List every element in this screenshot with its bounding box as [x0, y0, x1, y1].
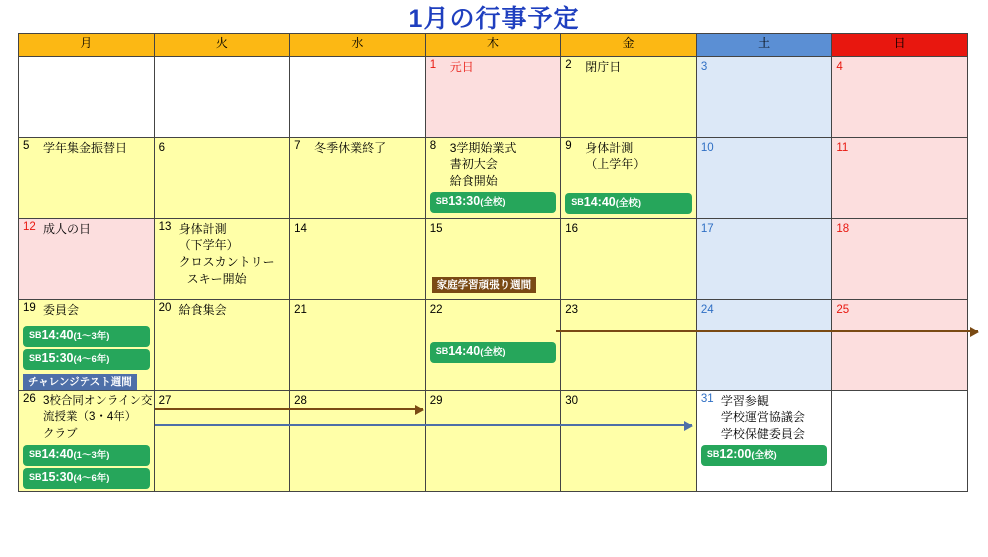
- event-text: 冬季休業終了: [314, 141, 387, 155]
- day-cell-4: [832, 57, 968, 138]
- badge-suffix: (4～6年): [73, 354, 110, 365]
- badge-prefix: SB: [29, 449, 42, 459]
- badge-suffix: (4～6年): [73, 473, 110, 484]
- day-cell-empty: [290, 57, 426, 138]
- event-text: 閉庁日: [585, 60, 622, 74]
- badge-time: 14:40: [41, 328, 74, 342]
- day-number: 10: [700, 142, 714, 154]
- day-number: 27: [158, 395, 172, 407]
- schedule-badge: [565, 193, 692, 214]
- event-text: 身体計測: [585, 141, 634, 155]
- day-cell-17: [696, 219, 832, 300]
- badge-prefix: SB: [435, 196, 449, 206]
- day-number: 8: [429, 140, 437, 152]
- badge-time: 12:00: [719, 447, 752, 461]
- day-number: 29: [429, 395, 443, 407]
- day-cell-26: [19, 391, 155, 492]
- badge-time: 13:30: [448, 194, 481, 208]
- day-cell-empty: [154, 57, 290, 138]
- day-cell-8: [425, 138, 561, 219]
- day-number: 1: [429, 59, 437, 71]
- event-text: 成人の日: [43, 222, 92, 236]
- day-number: 18: [836, 223, 850, 235]
- day-cell-18: [832, 219, 968, 300]
- calendar-week-row: [19, 300, 968, 391]
- calendar-week-row: [19, 57, 968, 138]
- event-text: 給食開始: [449, 174, 498, 188]
- day-cell-empty: [832, 391, 968, 492]
- badge-suffix: (全校): [480, 197, 506, 208]
- day-number: 25: [836, 304, 850, 316]
- badge-time: 14:40: [41, 447, 74, 461]
- badge-suffix: (1～3年): [73, 331, 110, 342]
- day-number: 31: [700, 393, 714, 405]
- day-number: 28: [294, 395, 307, 407]
- home-study-week-bar: 家庭学習頑張り週間: [432, 277, 537, 293]
- event-text: 委員会: [43, 303, 80, 317]
- schedule-badge: [23, 445, 150, 466]
- badge-suffix: (全校): [615, 198, 642, 209]
- badge-suffix: (全校): [751, 450, 777, 461]
- day-number: 30: [565, 395, 579, 407]
- day-number: 11: [836, 142, 849, 154]
- day-cell-23: [561, 300, 697, 391]
- schedule-badge: [701, 445, 828, 466]
- day-number: 19: [23, 302, 36, 314]
- event-text: 学習参観: [720, 394, 769, 408]
- badge-prefix: SB: [29, 353, 42, 363]
- day-number: 13: [158, 221, 172, 233]
- day-cell-12: [19, 219, 155, 300]
- challenge-test-week-bar: チャレンジテスト週間: [23, 374, 137, 390]
- day-cell-13: [154, 219, 290, 300]
- badge-suffix: (1～3年): [73, 450, 110, 461]
- header-tuesday: 火: [154, 34, 290, 57]
- day-cell-22: [425, 300, 561, 391]
- day-cell-6: [154, 138, 290, 219]
- day-cell-10: [696, 138, 832, 219]
- event-text: 書初大会: [449, 157, 498, 171]
- day-number: 15: [429, 223, 443, 235]
- day-cell-31: [696, 391, 832, 492]
- calendar-header-row: [19, 34, 968, 57]
- event-text: （下学年）: [178, 238, 239, 252]
- schedule-badge: [23, 326, 150, 347]
- day-cell-25: [832, 300, 968, 391]
- event-text: 3学期始業式: [449, 141, 517, 155]
- day-number: 26: [23, 393, 36, 405]
- header-sunday: 日: [832, 34, 968, 57]
- day-number: 2: [565, 59, 572, 71]
- day-cell-21: [290, 300, 426, 391]
- day-cell-24: [696, 300, 832, 391]
- day-cell-30: [561, 391, 697, 492]
- day-number: 24: [700, 304, 714, 316]
- arrow-head-icon: [415, 405, 424, 415]
- event-text: 給食集会: [178, 303, 227, 317]
- badge-prefix: SB: [29, 330, 42, 340]
- event-text: 3校合同オンライン交: [43, 395, 153, 407]
- day-cell-19: [19, 300, 155, 391]
- day-number: 4: [836, 61, 843, 73]
- day-number: 3: [700, 61, 708, 73]
- badge-prefix: SB: [29, 472, 42, 482]
- day-cell-3: [696, 57, 832, 138]
- event-text: （上学年）: [585, 157, 646, 171]
- challenge-test-week-arrow-brown: [155, 408, 423, 410]
- day-number: 17: [700, 223, 714, 235]
- page-title: 1月の行事予定: [408, 5, 580, 33]
- day-number: 20: [158, 302, 172, 314]
- day-cell-15: [425, 219, 561, 300]
- badge-time: 14:40: [448, 344, 481, 358]
- calendar-week-row: [19, 138, 968, 219]
- header-saturday: 土: [696, 34, 832, 57]
- day-cell-7: [290, 138, 426, 219]
- day-cell-20: [154, 300, 290, 391]
- badge-time: 15:30: [41, 470, 74, 484]
- badge-time: 15:30: [41, 351, 74, 365]
- schedule-badge: [23, 468, 150, 489]
- day-number: 21: [294, 304, 307, 316]
- day-cell-9: [561, 138, 697, 219]
- event-text: 学校保健委員会: [720, 427, 805, 441]
- header-monday: 月: [19, 34, 155, 57]
- event-text: 学年集金振替日: [43, 141, 128, 155]
- home-study-week-arrow: [556, 330, 978, 332]
- day-cell-14: [290, 219, 426, 300]
- day-cell-1: [425, 57, 561, 138]
- day-cell-empty: [19, 57, 155, 138]
- day-number: 6: [158, 142, 165, 154]
- schedule-badge: [430, 342, 557, 363]
- day-cell-27: [154, 391, 290, 492]
- event-text: 元日: [449, 60, 474, 74]
- day-number: 9: [565, 140, 572, 152]
- arrow-head-icon: [970, 327, 979, 337]
- day-cell-2: [561, 57, 697, 138]
- day-number: 14: [294, 223, 307, 235]
- day-cell-11: [832, 138, 968, 219]
- schedule-badge: [430, 192, 557, 213]
- day-cell-28: [290, 391, 426, 492]
- calendar-week-row: [19, 219, 968, 300]
- day-cell-29: [425, 391, 561, 492]
- header-thursday: 木: [425, 34, 561, 57]
- event-text: クラブ: [43, 428, 78, 440]
- header-wednesday: 水: [290, 34, 426, 57]
- calendar-week-row: [19, 391, 968, 492]
- day-number: 7: [294, 140, 301, 152]
- event-text: 学校運営協議会: [720, 410, 805, 424]
- badge-prefix: SB: [706, 449, 720, 459]
- day-number: 16: [565, 223, 579, 235]
- day-number: 12: [23, 221, 36, 233]
- challenge-test-week-arrow-blue: [155, 424, 692, 426]
- day-cell-16: [561, 219, 697, 300]
- schedule-badge: [23, 349, 150, 370]
- event-text: 身体計測: [178, 222, 227, 236]
- badge-time: 14:40: [583, 195, 616, 209]
- arrow-head-icon: [684, 421, 693, 431]
- event-text: スキー開始: [186, 272, 247, 286]
- badge-suffix: (全校): [480, 347, 506, 358]
- day-number: 5: [23, 140, 30, 152]
- header-friday: 金: [561, 34, 697, 57]
- badge-prefix: SB: [571, 197, 584, 207]
- event-text: クロスカントリー: [178, 255, 275, 269]
- badge-prefix: SB: [435, 346, 449, 356]
- day-number: 23: [565, 304, 579, 316]
- day-cell-5: [19, 138, 155, 219]
- day-number: 22: [429, 304, 443, 316]
- event-text: 流授業（3・4年）: [43, 411, 137, 423]
